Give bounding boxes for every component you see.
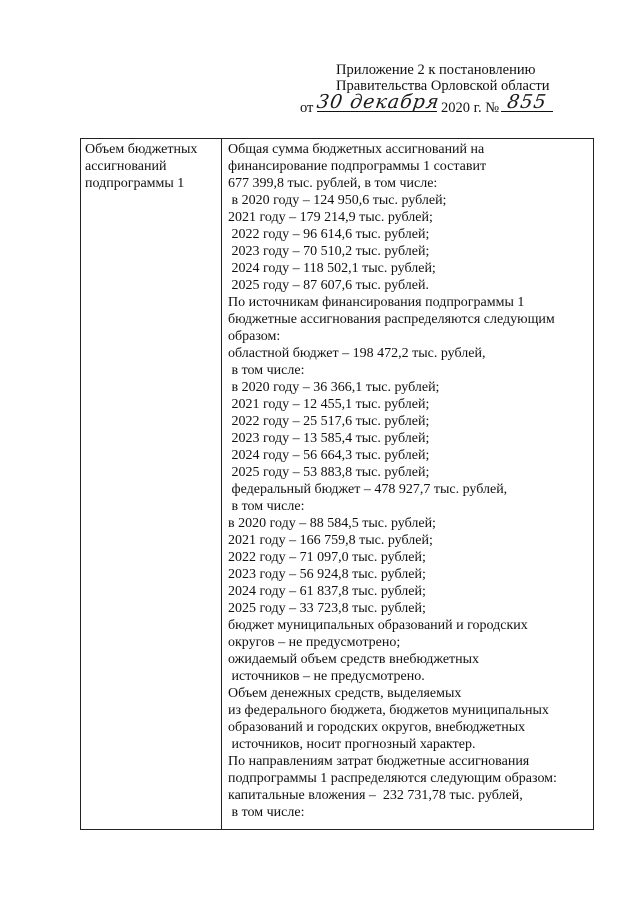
text-line: По направлениям затрат бюджетные ассигнования xyxy=(228,754,530,769)
column-divider xyxy=(221,139,222,829)
number-blank xyxy=(501,91,553,113)
text-line: Объем бюджетных xyxy=(85,142,198,157)
date-blank xyxy=(315,91,442,113)
text-line: подпрограммы 1 распределяются следующим образом: xyxy=(228,771,557,786)
table-cell-content xyxy=(228,141,588,821)
appendix-date-line xyxy=(300,91,600,116)
text-line: образований и городских округов, внебюджетных xyxy=(228,720,526,735)
text-line: подпрограммы 1 xyxy=(85,176,185,191)
text-line: в том числе: xyxy=(228,499,305,514)
passport-table xyxy=(80,138,594,830)
text-line: в 2020 году – 88 584,5 тыс. рублей; xyxy=(228,516,436,531)
text-line: в том числе: xyxy=(228,363,305,378)
text-line: 2023 году – 70 510,2 тыс. рублей; xyxy=(228,244,430,259)
text-line: 2023 году – 13 585,4 тыс. рублей; xyxy=(228,431,430,446)
text-line: округов – не предусмотрено; xyxy=(228,635,401,650)
text-line: ассигнований xyxy=(85,159,167,174)
appendix-title: Приложение 2 к постановлению xyxy=(336,62,536,78)
text-line: Объем денежных средств, выделяемых xyxy=(228,686,462,701)
handwritten-date: 30 декабря xyxy=(315,91,442,113)
text-line: областной бюджет – 198 472,2 тыс. рублей, xyxy=(228,346,486,361)
text-line: источников, носит прогнозный характер. xyxy=(228,737,476,752)
text-line: в том числе: xyxy=(228,805,305,820)
text-line: 2021 году – 179 214,9 тыс. рублей; xyxy=(228,210,433,225)
text-line: источников – не предусмотрено. xyxy=(228,669,425,684)
text-line: 2022 году – 96 614,6 тыс. рублей; xyxy=(228,227,430,242)
text-line: 2021 году – 166 759,8 тыс. рублей; xyxy=(228,533,433,548)
appendix-issuer: Правительства Орловской области xyxy=(336,78,550,94)
text-line: 2021 году – 12 455,1 тыс. рублей; xyxy=(228,397,430,412)
text-line: бюджетные ассигнования распределяются следующим xyxy=(228,312,555,327)
text-line: По источникам финансирования подпрограммы 1 xyxy=(228,295,525,310)
text-line: 2025 году – 53 883,8 тыс. рублей; xyxy=(228,465,430,480)
text-line: в 2020 году – 36 366,1 тыс. рублей; xyxy=(228,380,440,395)
text-line: финансирование подпрограммы 1 составит xyxy=(228,159,487,174)
text-line: из федерального бюджета, бюджетов муниципальных xyxy=(228,703,549,718)
text-line: бюджет муниципальных образований и городских xyxy=(228,618,528,633)
text-line: ожидаемый объем средств внебюджетных xyxy=(228,652,480,667)
handwritten-number: 855 xyxy=(505,91,549,113)
text-line: федеральный бюджет – 478 927,7 тыс. рублей, xyxy=(228,482,508,497)
text-line: Общая сумма бюджетных ассигнований на xyxy=(228,142,485,157)
text-line: 2023 году – 56 924,8 тыс. рублей; xyxy=(228,567,426,582)
from-label: от xyxy=(300,100,314,116)
text-line: 677 399,8 тыс. рублей, в том числе: xyxy=(228,176,438,191)
table-cell-label xyxy=(85,141,217,192)
text-line: 2024 году – 61 837,8 тыс. рублей; xyxy=(228,584,426,599)
text-line: капитальные вложения – 232 731,78 тыс. рублей, xyxy=(228,788,523,803)
text-line: в 2020 году – 124 950,6 тыс. рублей; xyxy=(228,193,447,208)
text-line: образом: xyxy=(228,329,281,344)
text-line: 2024 году – 118 502,1 тыс. рублей; xyxy=(228,261,436,276)
text-line: 2022 году – 71 097,0 тыс. рублей; xyxy=(228,550,426,565)
text-line: 2024 году – 56 664,3 тыс. рублей; xyxy=(228,448,430,463)
text-line: 2025 году – 87 607,6 тыс. рублей. xyxy=(228,278,429,293)
appendix-header xyxy=(300,62,600,116)
text-line: 2025 году – 33 723,8 тыс. рублей; xyxy=(228,601,426,616)
year-number-label: 2020 г. № xyxy=(441,100,500,116)
text-line: 2022 году – 25 517,6 тыс. рублей; xyxy=(228,414,430,429)
